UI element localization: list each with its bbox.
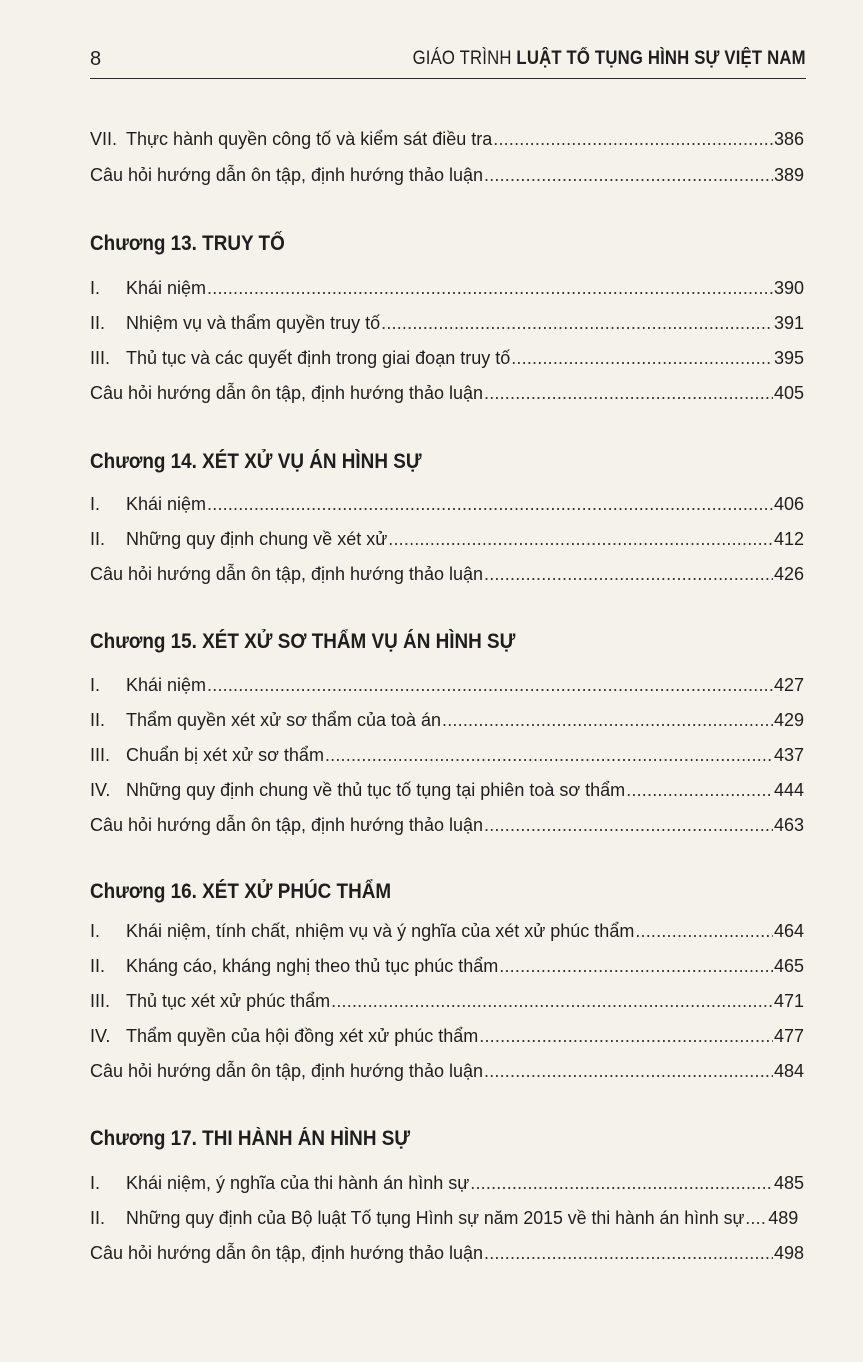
toc-entry-page: 395 <box>773 348 804 368</box>
page-number: 8 <box>90 48 102 70</box>
toc-entry-label: Thẩm quyền xét xử sơ thẩm của toà án <box>126 710 442 730</box>
toc-entry-label: Thẩm quyền của hội đồng xét xử phúc thẩm <box>126 1026 479 1046</box>
toc-entry-number: I. <box>90 494 101 514</box>
chapter-title[interactable]: Chương 16. XÉT XỬ PHÚC THẨM <box>90 880 392 903</box>
toc-entry-number: II. <box>90 1208 106 1228</box>
dot-leader <box>511 348 773 369</box>
dot-leader <box>484 165 773 186</box>
dot-leader <box>493 129 773 150</box>
toc-entry-page: 406 <box>773 494 804 514</box>
dot-leader <box>207 675 773 696</box>
toc-entry-page: 465 <box>773 956 804 976</box>
running-header <box>90 44 806 79</box>
toc-entry-page: 405 <box>773 383 804 403</box>
toc-entry-number: II. <box>90 956 106 976</box>
toc-entry-page: 477 <box>773 1026 804 1046</box>
toc-entry-page: 471 <box>773 991 804 1011</box>
toc-entry-label: Câu hỏi hướng dẫn ôn tập, định hướng thảo luận <box>90 564 483 584</box>
dot-leader <box>484 1061 773 1082</box>
dot-leader <box>470 1173 773 1194</box>
toc-entry-label: Những quy định chung về thủ tục tố tụng tại phiên toà sơ thẩm <box>126 780 626 800</box>
dot-leader <box>442 710 773 731</box>
book-title-light: GIÁO TRÌNH <box>412 48 517 69</box>
toc-entry[interactable] <box>90 165 804 195</box>
toc-entry-number: II. <box>90 313 106 333</box>
toc-entry-number: I. <box>90 1173 101 1193</box>
toc-entry-page: 444 <box>773 780 804 800</box>
toc-entry-page: 464 <box>773 921 804 941</box>
dot-leader <box>499 956 773 977</box>
toc-entry-page: 484 <box>773 1061 804 1081</box>
toc-entry-number: I. <box>90 675 101 695</box>
toc-entry-page: 427 <box>773 675 804 695</box>
toc-entry-label: Khái niệm, tính chất, nhiệm vụ và ý nghĩa của xét xử phúc thẩm <box>126 921 635 941</box>
toc-entry[interactable] <box>90 529 804 559</box>
toc-entry-number: IV. <box>90 780 111 800</box>
toc-entry-page: 498 <box>773 1243 804 1263</box>
toc-entry[interactable] <box>90 745 804 775</box>
toc-entry[interactable] <box>90 991 804 1021</box>
toc-entry-number: III. <box>90 991 111 1011</box>
toc-entry[interactable] <box>90 278 804 308</box>
dot-leader <box>484 1243 773 1264</box>
toc-entry-page: 390 <box>773 278 804 298</box>
toc-entry[interactable] <box>90 675 804 705</box>
toc-entry-label: Câu hỏi hướng dẫn ôn tập, định hướng thảo luận <box>90 165 483 185</box>
toc-entry-label: Câu hỏi hướng dẫn ôn tập, định hướng thảo luận <box>90 383 483 403</box>
toc-entry-label: Khái niệm <box>126 494 207 514</box>
chapter-title[interactable]: Chương 17. THI HÀNH ÁN HÌNH SỰ <box>90 1127 411 1150</box>
toc-entry-label: Những quy định của Bộ luật Tố tụng Hình sự năm 2015 về thi hành án hình sự <box>126 1208 745 1228</box>
toc-entry-label: Khái niệm, ý nghĩa của thi hành án hình sự <box>126 1173 470 1193</box>
dot-leader <box>626 780 773 801</box>
dot-leader <box>381 313 773 334</box>
toc-entry[interactable] <box>90 1173 804 1203</box>
toc-entry-label: Thủ tục và các quyết định trong giai đoạn truy tố <box>126 348 511 368</box>
toc-entry[interactable] <box>90 1061 804 1091</box>
toc-entry-label: Khái niệm <box>126 675 207 695</box>
toc-entry-number: II. <box>90 710 106 730</box>
toc-entry-page: 463 <box>773 815 804 835</box>
toc-entry[interactable] <box>90 564 804 594</box>
toc-entry-label: Câu hỏi hướng dẫn ôn tập, định hướng thảo luận <box>90 815 483 835</box>
toc-entry-label: Chuẩn bị xét xử sơ thẩm <box>126 745 324 765</box>
dot-leader <box>484 815 773 836</box>
toc-entry[interactable] <box>90 1026 804 1056</box>
toc-entry[interactable] <box>90 710 804 740</box>
toc-entry-number: III. <box>90 348 111 368</box>
toc-entry-label: Thực hành quyền công tố và kiểm sát điều tra <box>126 129 493 149</box>
toc-entry-number: VII. <box>90 129 118 149</box>
book-title <box>413 48 806 70</box>
toc-entry-page: 386 <box>773 129 804 149</box>
dot-leader <box>207 278 773 299</box>
toc-entry-page: 429 <box>773 710 804 730</box>
toc-entry[interactable] <box>90 1208 804 1238</box>
toc-entry-page: 437 <box>773 745 804 765</box>
toc-entry-number: III. <box>90 745 111 765</box>
toc-entry[interactable] <box>90 348 804 378</box>
toc-entry[interactable] <box>90 956 804 986</box>
toc-entry-label: Những quy định chung về xét xử <box>126 529 388 549</box>
dot-leader <box>325 745 773 766</box>
toc-entry-number: I. <box>90 278 101 298</box>
chapter-title[interactable]: Chương 14. XÉT XỬ VỤ ÁN HÌNH SỰ <box>90 450 422 473</box>
toc-entry[interactable] <box>90 494 804 524</box>
toc-entry[interactable] <box>90 129 804 159</box>
toc-entry-number: I. <box>90 921 101 941</box>
toc-entry-page: 391 <box>773 313 804 333</box>
toc-entry-page: 389 <box>773 165 804 185</box>
toc-entry-number: IV. <box>90 1026 111 1046</box>
toc-entry-label: Thủ tục xét xử phúc thẩm <box>126 991 331 1011</box>
dot-leader <box>745 1208 767 1229</box>
dot-leader <box>479 1026 773 1047</box>
toc-entry[interactable] <box>90 1243 804 1273</box>
toc-entry-label: Câu hỏi hướng dẫn ôn tập, định hướng thảo luận <box>90 1243 483 1263</box>
toc-entry-label: Nhiệm vụ và thẩm quyền truy tố <box>126 313 381 333</box>
toc-entry[interactable] <box>90 815 804 845</box>
toc-entry-page: 489 <box>768 1208 799 1228</box>
toc-entry-page: 426 <box>773 564 804 584</box>
toc-entry-label: Câu hỏi hướng dẫn ôn tập, định hướng thảo luận <box>90 1061 483 1081</box>
toc-entry-page: 412 <box>773 529 804 549</box>
toc-entry-number: II. <box>90 529 106 549</box>
toc-entry[interactable] <box>90 921 804 951</box>
dot-leader <box>207 494 773 515</box>
chapter-title[interactable]: Chương 15. XÉT XỬ SƠ THẨM VỤ ÁN HÌNH SỰ <box>90 630 516 653</box>
toc-entry-label: Kháng cáo, kháng nghị theo thủ tục phúc thẩm <box>126 956 499 976</box>
dot-leader <box>388 529 773 550</box>
dot-leader <box>484 564 773 585</box>
dot-leader <box>484 383 773 404</box>
chapter-title[interactable]: Chương 13. TRUY TỐ <box>90 232 285 255</box>
toc-entry[interactable] <box>90 780 804 810</box>
dot-leader <box>331 991 773 1012</box>
book-title-bold: LUẬT TỐ TỤNG HÌNH SỰ VIỆT NAM <box>516 48 806 69</box>
toc-entry-page: 485 <box>773 1173 804 1193</box>
toc-entry[interactable] <box>90 383 804 413</box>
dot-leader <box>635 921 773 942</box>
toc-entry-label: Khái niệm <box>126 278 207 298</box>
toc-entry[interactable] <box>90 313 804 343</box>
